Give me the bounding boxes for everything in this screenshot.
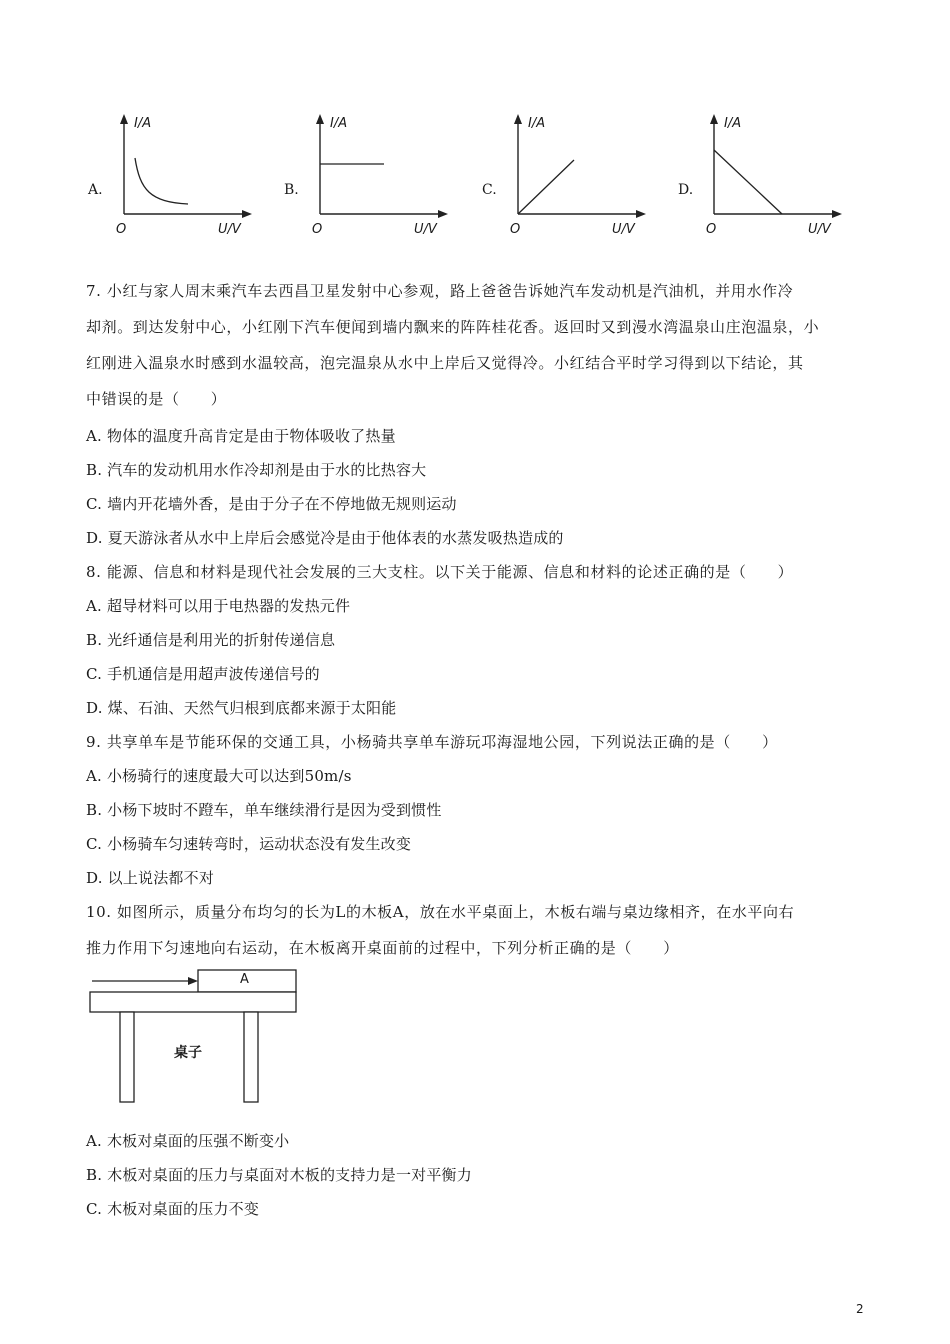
q7-stem-line-2: 却剂。到达发射中心，小红刚下汽车便闻到墙内飘来的阵阵桂花香。返回时又到漫水湾温泉山庄泡温泉，小 xyxy=(86,318,820,336)
graph-b-origin: O xyxy=(312,222,323,237)
graph-c-letter: C. xyxy=(482,182,497,198)
q10-option-b: B. 木板对桌面的压力与桌面对木板的支持力是一对平衡力 xyxy=(86,1166,472,1184)
q8-option-d: D. 煤、石油、天然气归根到底都来源于太阳能 xyxy=(86,699,397,717)
q9-option-a: A. 小杨骑行的速度最大可以达到50m/s xyxy=(86,767,352,785)
graph-a-x-label: U/V xyxy=(218,222,241,237)
graph-option-c xyxy=(482,110,662,240)
q7-stem-line-4: 中错误的是（ ） xyxy=(86,390,227,408)
q8-stem-line-1: 8. 能源、信息和材料是现代社会发展的三大支柱。以下关于能源、信息和材料的论述正确的是（ ） xyxy=(86,563,794,581)
page-number: 2 xyxy=(856,1302,864,1316)
q9-stem-line-1: 9. 共享单车是节能环保的交通工具，小杨骑共享单车游玩邛海湿地公园，下列说法正确的是（ ） xyxy=(86,733,778,751)
graph-b xyxy=(284,110,464,240)
q10-option-a: A. 木板对桌面的压强不断变小 xyxy=(86,1132,290,1150)
table-leg-left xyxy=(120,1012,134,1102)
q8-option-b: B. 光纤通信是利用光的折射传递信息 xyxy=(86,631,336,649)
graph-c-origin: O xyxy=(510,222,521,237)
tabletop xyxy=(90,992,296,1012)
line-rising xyxy=(518,160,574,214)
graph-d-origin: O xyxy=(706,222,717,237)
board-on-table-figure xyxy=(88,966,308,1108)
graph-option-d xyxy=(678,110,858,240)
q10-stem-line-1: 10. 如图所示，质量分布均匀的长为L的木板A，放在水平桌面上，木板右端与桌边缘相齐，在水平向右 xyxy=(86,903,795,921)
graph-b-x-label: U/V xyxy=(414,222,437,237)
table-leg-right xyxy=(244,1012,258,1102)
line-falling xyxy=(714,150,782,214)
curve-hyperbola xyxy=(135,158,188,204)
graph-a xyxy=(88,110,268,240)
board-label: A xyxy=(240,972,249,987)
q7-stem-line-1: 7. 小红与家人周末乘汽车去西昌卫星发射中心参观，路上爸爸告诉她汽车发动机是汽油机，并用水作冷 xyxy=(86,282,794,300)
graph-option-b xyxy=(284,110,464,240)
q8-option-c: C. 手机通信是用超声波传递信号的 xyxy=(86,665,320,683)
graph-option-a xyxy=(88,110,268,240)
board-table-diagram xyxy=(88,966,308,1108)
q9-option-d: D. 以上说法都不对 xyxy=(86,869,215,887)
graph-a-y-label: I/A xyxy=(134,116,152,131)
q7-option-d: D. 夏天游泳者从水中上岸后会感觉冷是由于他体表的水蒸发吸热造成的 xyxy=(86,529,564,547)
graph-d-letter: D. xyxy=(678,182,694,198)
graph-c xyxy=(482,110,662,240)
q7-option-a: A. 物体的温度升高肯定是由于物体吸收了热量 xyxy=(86,427,396,445)
graph-b-y-label: I/A xyxy=(330,116,348,131)
graph-a-letter: A. xyxy=(88,182,103,198)
graph-c-y-label: I/A xyxy=(528,116,546,131)
q9-option-b: B. 小杨下坡时不蹬车，单车继续滑行是因为受到惯性 xyxy=(86,801,442,819)
table-label: 桌子 xyxy=(174,1045,202,1061)
graph-d-y-label: I/A xyxy=(724,116,742,131)
graph-c-x-label: U/V xyxy=(612,222,635,237)
graph-a-origin: O xyxy=(116,222,127,237)
q7-stem-line-3: 红刚进入温泉水时感到水温较高，泡完温泉从水中上岸后又觉得冷。小红结合平时学习得到以下结论，其 xyxy=(86,354,804,372)
q7-option-c: C. 墙内开花墙外香，是由于分子在不停地做无规则运动 xyxy=(86,495,457,513)
graph-b-letter: B. xyxy=(284,182,299,198)
q8-option-a: A. 超导材料可以用于电热器的发热元件 xyxy=(86,597,351,615)
graph-d xyxy=(678,110,858,240)
q10-option-c: C. 木板对桌面的压力不变 xyxy=(86,1200,260,1218)
q10-stem-line-2: 推力作用下匀速地向右运动，在木板离开桌面前的过程中，下列分析正确的是（ ） xyxy=(86,939,679,957)
q7-option-b: B. 汽车的发动机用水作冷却剂是由于水的比热容大 xyxy=(86,461,427,479)
graph-d-x-label: U/V xyxy=(808,222,831,237)
q9-option-c: C. 小杨骑车匀速转弯时，运动状态没有发生改变 xyxy=(86,835,412,853)
